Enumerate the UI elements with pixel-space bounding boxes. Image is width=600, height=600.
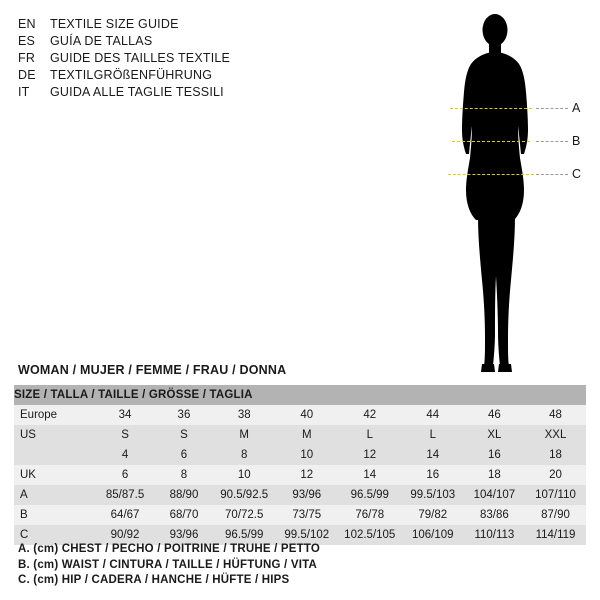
cell-value: 96.5/99 bbox=[213, 525, 276, 545]
cell-value: 4 bbox=[95, 445, 155, 465]
cell-value: L bbox=[402, 425, 464, 445]
cell-value: S bbox=[95, 425, 155, 445]
cell-value: 85/87.5 bbox=[95, 485, 155, 505]
cell-value: S bbox=[155, 425, 213, 445]
cell-value: 96.5/99 bbox=[338, 485, 402, 505]
measure-line-waist bbox=[452, 141, 530, 142]
language-code: DE bbox=[18, 68, 36, 82]
measure-label-c: C bbox=[572, 167, 582, 181]
cell-value: 14 bbox=[402, 445, 464, 465]
table-row bbox=[14, 485, 586, 505]
row-label: Europe bbox=[14, 405, 95, 425]
cell-value: 102.5/105 bbox=[338, 525, 402, 545]
table-row bbox=[14, 425, 586, 445]
cell-value: 42 bbox=[338, 405, 402, 425]
cell-value: XL bbox=[464, 425, 525, 445]
measurement-figure bbox=[420, 8, 590, 378]
cell-value: 10 bbox=[213, 465, 276, 485]
cell-value: L bbox=[338, 425, 402, 445]
measure-line-hip bbox=[448, 174, 534, 175]
note-waist: B. (cm) WAIST / CINTURA / TAILLE / HÜFTUNG / VITA bbox=[18, 558, 317, 571]
measure-line-chest bbox=[450, 108, 532, 109]
measure-leader-waist bbox=[536, 141, 568, 142]
language-code: FR bbox=[18, 51, 36, 65]
cell-value: 73/75 bbox=[276, 505, 338, 525]
cell-value: XXL bbox=[525, 425, 586, 445]
cell-value: 110/113 bbox=[464, 525, 525, 545]
cell-value: 18 bbox=[464, 465, 525, 485]
cell-value: 90/92 bbox=[95, 525, 155, 545]
table-row bbox=[14, 465, 586, 485]
language-row bbox=[18, 84, 318, 101]
cell-value: 68/70 bbox=[155, 505, 213, 525]
table-header-label: SIZE / TALLA / TAILLE / GRÖSSE / TAGLIA bbox=[14, 385, 586, 405]
cell-value: 76/78 bbox=[338, 505, 402, 525]
cell-value: M bbox=[276, 425, 338, 445]
cell-value: 6 bbox=[155, 445, 213, 465]
note-chest: A. (cm) CHEST / PECHO / POITRINE / TRUHE / PETTO bbox=[18, 543, 321, 555]
cell-value: 46 bbox=[464, 405, 525, 425]
size-table bbox=[14, 385, 586, 545]
language-code: ES bbox=[18, 34, 36, 48]
language-text: GUIDE DES TAILLES TEXTILE bbox=[50, 51, 231, 65]
table-header-row bbox=[14, 385, 586, 405]
cell-value: 79/82 bbox=[402, 505, 464, 525]
cell-value: 64/67 bbox=[95, 505, 155, 525]
measure-label-b: B bbox=[572, 134, 581, 148]
measure-leader-chest bbox=[536, 108, 568, 109]
language-list bbox=[18, 16, 318, 101]
cell-value: 18 bbox=[525, 445, 586, 465]
cell-value: 114/119 bbox=[525, 525, 586, 545]
cell-value: 87/90 bbox=[525, 505, 586, 525]
table-row bbox=[14, 405, 586, 425]
cell-value: M bbox=[213, 425, 276, 445]
language-row bbox=[18, 50, 318, 67]
measure-leader-hip bbox=[536, 174, 568, 175]
language-text: GUÍA DE TALLAS bbox=[50, 34, 153, 48]
cell-value: 83/86 bbox=[464, 505, 525, 525]
language-text: TEXTILGRÖßENFÜHRUNG bbox=[50, 68, 213, 82]
cell-value: 70/72.5 bbox=[213, 505, 276, 525]
female-silhouette-icon bbox=[440, 8, 550, 378]
row-label: C bbox=[14, 525, 95, 545]
cell-value: 106/109 bbox=[402, 525, 464, 545]
language-code: EN bbox=[18, 17, 36, 31]
language-row bbox=[18, 16, 318, 33]
cell-value: 90.5/92.5 bbox=[213, 485, 276, 505]
language-code: IT bbox=[18, 85, 30, 99]
table-row bbox=[14, 445, 586, 465]
language-row bbox=[18, 67, 318, 84]
cell-value: 48 bbox=[525, 405, 586, 425]
cell-value: 93/96 bbox=[155, 525, 213, 545]
cell-value: 16 bbox=[464, 445, 525, 465]
row-label: UK bbox=[14, 465, 95, 485]
note-hip: C. (cm) HIP / CADERA / HANCHE / HÜFTE / HIPS bbox=[18, 574, 290, 586]
table-row bbox=[14, 505, 586, 525]
cell-value: 34 bbox=[95, 405, 155, 425]
language-row bbox=[18, 33, 318, 50]
cell-value: 36 bbox=[155, 405, 213, 425]
language-text: GUIDA ALLE TAGLIE TESSILI bbox=[50, 85, 224, 99]
language-text: TEXTILE SIZE GUIDE bbox=[50, 17, 179, 31]
cell-value: 16 bbox=[402, 465, 464, 485]
cell-value: 99.5/103 bbox=[402, 485, 464, 505]
row-label: US bbox=[14, 425, 95, 445]
cell-value: 99.5/102 bbox=[276, 525, 338, 545]
table-caption: WOMAN / MUJER / FEMME / FRAU / DONNA bbox=[18, 363, 287, 377]
cell-value: 44 bbox=[402, 405, 464, 425]
cell-value: 12 bbox=[338, 445, 402, 465]
measure-label-a: A bbox=[572, 101, 581, 115]
row-label: B bbox=[14, 505, 95, 525]
cell-value: 8 bbox=[155, 465, 213, 485]
cell-value: 88/90 bbox=[155, 485, 213, 505]
cell-value: 93/96 bbox=[276, 485, 338, 505]
cell-value: 10 bbox=[276, 445, 338, 465]
row-label bbox=[14, 445, 95, 465]
cell-value: 20 bbox=[525, 465, 586, 485]
cell-value: 8 bbox=[213, 445, 276, 465]
row-label: A bbox=[14, 485, 95, 505]
measurement-notes bbox=[18, 542, 320, 589]
cell-value: 107/110 bbox=[525, 485, 586, 505]
cell-value: 104/107 bbox=[464, 485, 525, 505]
cell-value: 12 bbox=[276, 465, 338, 485]
cell-value: 40 bbox=[276, 405, 338, 425]
cell-value: 14 bbox=[338, 465, 402, 485]
cell-value: 38 bbox=[213, 405, 276, 425]
cell-value: 6 bbox=[95, 465, 155, 485]
